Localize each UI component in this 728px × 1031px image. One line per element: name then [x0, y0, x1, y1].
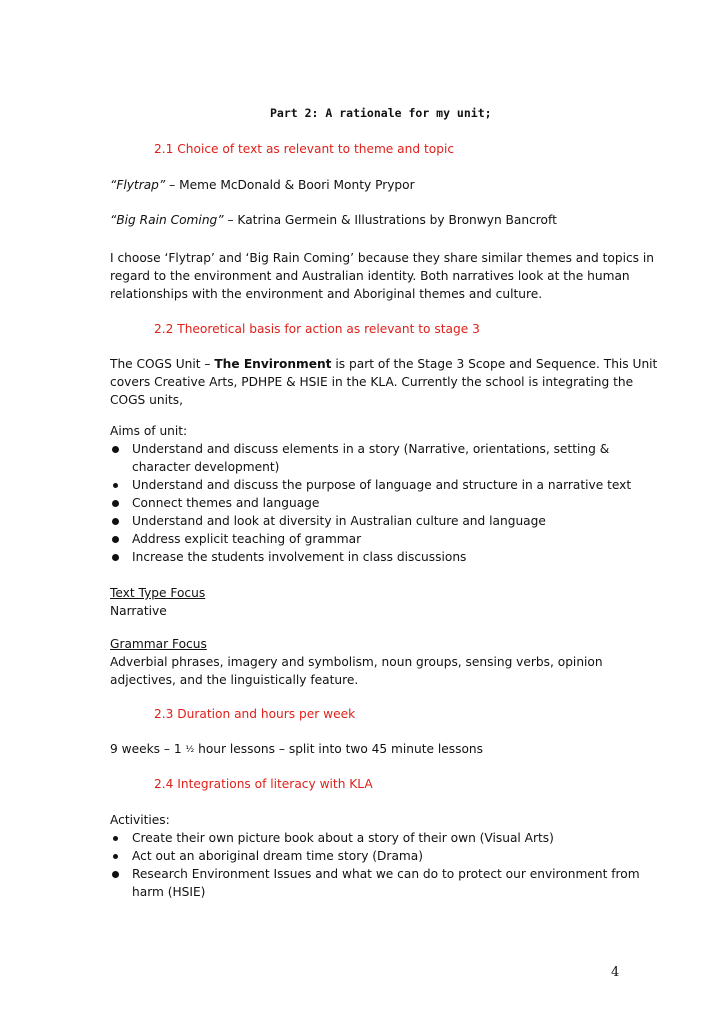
cogs-text: is part of the Stage 3 Scope and Sequence. This Unit: [331, 357, 658, 371]
text-type-value: Narrative: [110, 604, 167, 618]
bullet-icon: [110, 440, 119, 458]
bullet-icon: [110, 829, 118, 847]
section-heading-2-2: 2.2 Theoretical basis for action as relevant to stage 3: [154, 322, 480, 336]
cogs-line: [110, 355, 657, 373]
duration-fraction: ½: [185, 745, 195, 755]
bullet-icon: [110, 865, 119, 883]
aim-item: Increase the students involvement in class discussions: [132, 550, 467, 564]
section-heading-2-4: 2.4 Integrations of literacy with KLA: [154, 777, 373, 791]
aim-item: Address explicit teaching of grammar: [132, 532, 362, 546]
activity-item: Act out an aboriginal dream time story (Drama): [132, 849, 424, 863]
bullet-icon: [110, 476, 118, 494]
aim-item: Understand and discuss the purpose of language and structure in a narrative text: [132, 478, 632, 492]
duration-text: hour lessons – split into two 45 minute lessons: [194, 742, 483, 756]
activity-item: Create their own picture book about a story of their own (Visual Arts): [132, 831, 554, 845]
bullet-icon: [110, 847, 118, 865]
grammar-line: Adverbial phrases, imagery and symbolism, noun groups, sensing verbs, opinion: [110, 655, 603, 669]
aim-item: Understand and look at diversity in Australian culture and language: [132, 514, 546, 528]
page-number: 4: [611, 965, 620, 980]
activity-item: Research Environment Issues and what we can do to protect our environment from: [132, 867, 640, 881]
aim-item: Understand and discuss elements in a story (Narrative, orientations, setting &: [132, 442, 610, 456]
bullet-icon: [110, 530, 119, 548]
cogs-line: COGS units,: [110, 393, 183, 407]
book-1-title: “Flytrap”: [110, 178, 166, 192]
bullet-icon: [110, 512, 119, 530]
cogs-text: The COGS Unit –: [110, 357, 215, 371]
section-heading-2-3: 2.3 Duration and hours per week: [154, 707, 356, 721]
grammar-line: adjectives, and the linguistically feature.: [110, 673, 359, 687]
grammar-label: Grammar Focus: [110, 637, 207, 651]
bullet-icon: [110, 494, 119, 512]
cogs-line: covers Creative Arts, PDHPE & HSIE in the KLA. Currently the school is integrating the: [110, 375, 634, 389]
aim-item: Connect themes and language: [132, 496, 320, 510]
section-heading-2-1: 2.1 Choice of text as relevant to theme and topic: [154, 142, 455, 156]
duration-line: [110, 740, 483, 759]
activities-label: Activities:: [110, 813, 170, 827]
text-type-label: Text Type Focus: [110, 586, 206, 600]
rationale-line: regard to the environment and Australian identity. Both narratives look at the human: [110, 269, 630, 283]
aim-item-continuation: character development): [132, 460, 280, 474]
book-2-title: “Big Rain Coming”: [110, 213, 224, 227]
book-1-authors: – Meme McDonald & Boori Monty Prypor: [165, 178, 415, 192]
rationale-line: I choose ‘Flytrap’ and ‘Big Rain Coming’ because they share similar themes and topics in: [110, 251, 654, 265]
rationale-line: relationships with the environment and Aboriginal themes and culture.: [110, 287, 543, 301]
activity-item-continuation: harm (HSIE): [132, 885, 206, 899]
duration-text: 9 weeks – 1: [110, 742, 186, 756]
cogs-unit-name: The Environment: [214, 357, 332, 371]
page-heading: Part 2: A rationale for my unit;: [270, 106, 492, 120]
book-2-authors: – Katrina Germein & Illustrations by Bronwyn Bancroft: [223, 213, 557, 227]
book-1-line: [110, 176, 415, 194]
bullet-icon: [110, 548, 119, 566]
aims-label: Aims of unit:: [110, 424, 188, 438]
book-2-line: [110, 211, 557, 229]
